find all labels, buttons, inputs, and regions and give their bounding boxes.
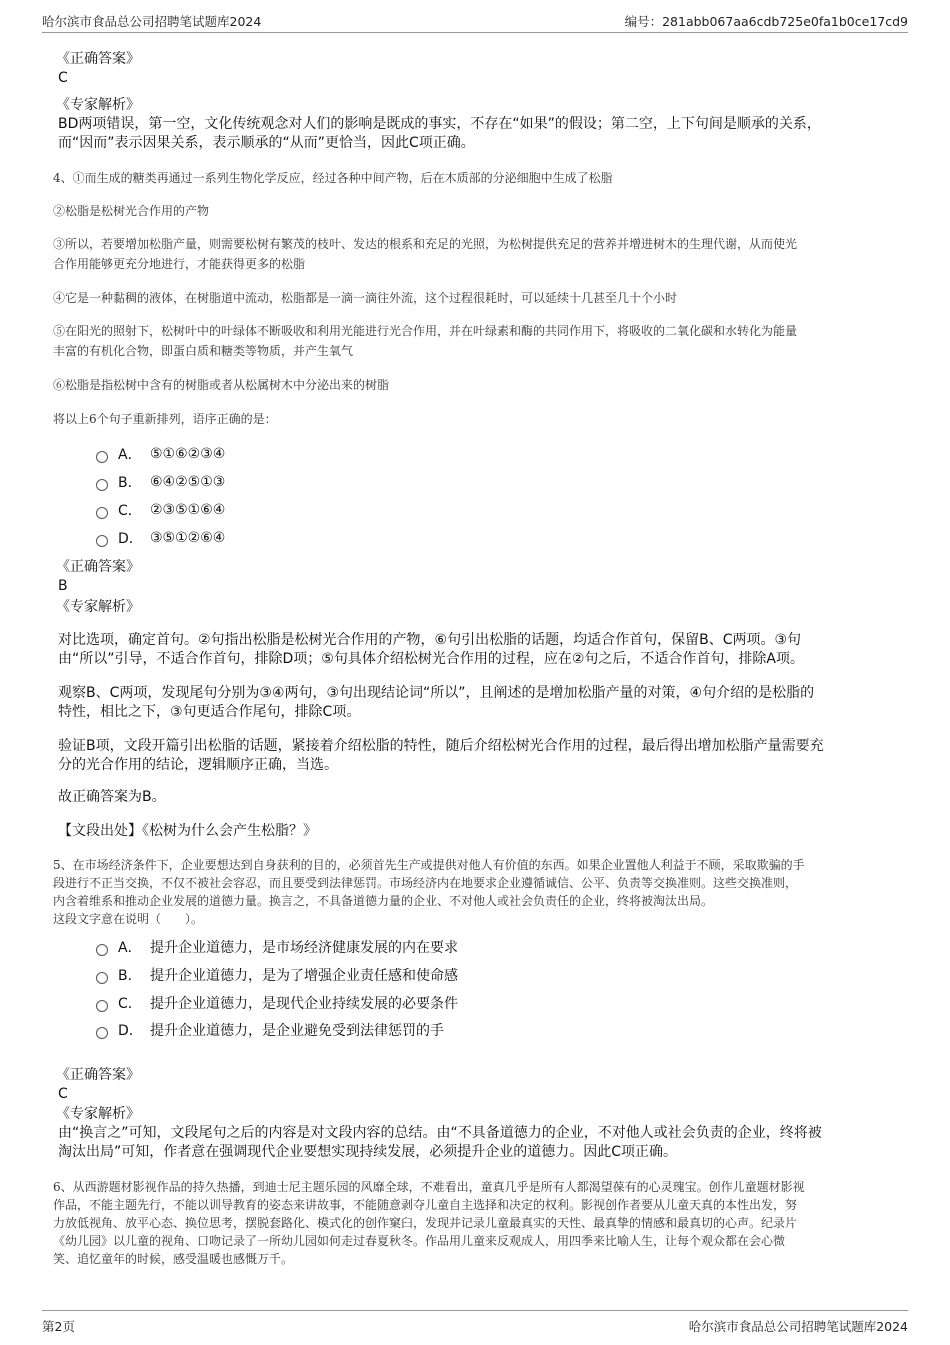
option-key: A． [118,940,142,956]
analysis-line: 淘汰出局”可知，作者意在强调现代企业要想实现持续发展，必须提升企业的道德力。因此C项正确。 [58,1144,678,1160]
q4-sentence-2: ②松脂是松树光合作用的产物 [53,204,210,218]
q4-sentence-5a: ⑤在阳光的照射下，松树叶中的叶绿体不断吸收和利用光能进行光合作用，并在叶绿素和酶的共同作用下，将吸收的二氧化碳和水转化为能量 [53,324,798,338]
q4-option-a[interactable] [96,444,225,464]
q5-stem-line: 内含着维系和推动企业发展的道德力量。换言之，不具备道德力量的企业、不对他人或社会负责任的企业，终将被淘汰出局。 [53,894,714,908]
q4-sentence-3 [53,234,898,274]
option-key: B． [118,475,142,491]
analysis-line: 对比选项，确定首句。②句指出松脂是松树光合作用的产物，⑥句引出松脂的话题，均适合作首句，保留B、C两项。③句 [58,632,802,648]
option-text: ⑤①⑥②③④ [150,446,226,462]
analysis-label: 《专家解析》 [56,599,140,615]
q5-stem [53,856,898,928]
q5-stem-line: 段进行不正当交换，不仅不被社会容忍，而且要受到法律惩罚。市场经济内在地要求企业遵循诚信、公平、负责等交换准则。这些交换准则， [53,876,798,890]
q4-analysis-paragraph-1 [58,631,898,669]
option-key: B． [118,968,142,984]
q4-analysis-paragraph-3 [58,737,898,775]
analysis-line: 而“因而”表示因果关系，表示顺承的“从而”更恰当，因此C项正确。 [58,135,475,151]
q5-option-c[interactable] [96,993,458,1013]
q6-stem-line: 笑、追忆童年的时候，感受温暖也感慨万千。 [53,1252,294,1266]
analysis-line: 由“换言之”可知，文段尾句之后的内容是对文段内容的总结。由“不具备道德力的企业，不对他人或社会负责的企业，终将被 [58,1125,822,1141]
answer-value: C [58,70,68,86]
option-text: ②③⑤①⑥④ [150,502,226,518]
q4-sentence-3a: ③所以，若要增加松脂产量，则需要松树有繁茂的枝叶、发达的根系和充足的光照，为松树提供充足的营养并增进树木的生理代谢，从而使光 [53,237,798,251]
option-text: ③⑤①②⑥④ [150,530,226,546]
header-code: 编号：281abb067aa6cdb725e0fa1b0ce17cd9 [624,14,908,29]
answer-label: 《正确答案》 [56,559,140,575]
q4-sentence-4: ④它是一种黏稠的液体，在树脂道中流动，松脂都是一滴一滴往外流，这个过程很耗时，可以延续十几甚至几十个小时 [53,291,678,305]
radio-icon[interactable] [96,479,108,491]
q5-stem-line: 5、在市场经济条件下，企业要想达到自身获利的目的，必须首先生产或提供对他人有价值的东西。如果企业置他人利益于不顾，采取欺骗的手 [53,858,805,872]
radio-icon[interactable] [96,1000,108,1012]
q6-stem-line: 《幼儿园》以儿童的视角、口吻记录了一所幼儿园如何走过春夏秋冬。作品用儿童来反观成人，用四季来比喻人生，让每个观众都在会心微 [53,1234,786,1248]
q5-option-a[interactable] [96,937,458,957]
analysis-line: BD两项错误，第一空，文化传统观念对人们的影响是既成的事实，不存在“如果”的假设；第二空，上下句间是顺承的关系， [58,116,821,132]
option-key: C． [118,996,142,1012]
option-key: C． [118,503,142,519]
analysis-label: 《专家解析》 [56,97,140,113]
q5-option-b[interactable] [96,965,458,985]
analysis-line: 特性，相比之下，③句更适合作尾句，排除C项。 [58,704,361,720]
q6-stem [53,1178,898,1268]
header-title: 哈尔滨市食品总公司招聘笔试题库2024 [42,14,262,29]
option-text: 提升企业道德力，是为了增强企业责任感和使命感 [150,968,458,984]
answer-label: 《正确答案》 [56,1067,140,1083]
q4-option-d[interactable] [96,528,225,548]
option-key: A． [118,447,142,463]
q4-analysis-paragraph-4: 故正确答案为B。 [58,789,166,805]
page-footer [42,1310,908,1334]
radio-icon[interactable] [96,535,108,547]
option-key: D． [118,1023,143,1039]
q5-answer-block [56,1066,896,1104]
radio-icon[interactable] [96,1027,108,1039]
q4-source: 【文段出处】《松树为什么会产生松脂？》 [58,823,317,839]
q5-stem-line: 这段文字意在说明（ ）。 [53,912,204,926]
q4-option-c[interactable] [96,500,225,520]
page-header [42,0,908,33]
q4-sentence-5b: 丰富的有机化合物，即蛋白质和糖类等物质，并产生氧气 [53,344,354,358]
q4-analysis-paragraph-2 [58,684,898,722]
analysis-line: 观察B、C两项，发现尾句分别为③④两句，③句出现结论词“所以”，且阐述的是增加松脂产量的对策，④句介绍的是松脂的 [58,685,815,701]
q6-stem-line: 作品，不能主题先行，不能以训导教育的姿态来讲故事，不能随意剥夺儿童自主选择和决定的权利。影视创作者要从儿童天真的本性出发，努 [53,1198,798,1212]
q4-sentence-1: 4、①而生成的糖类再通过一系列生物化学反应，经过各种中间产物，后在木质部的分泌细胞中生成了松脂 [53,171,613,185]
footer-page-number: 第2页 [42,1319,75,1334]
radio-icon[interactable] [96,972,108,984]
answer-label: 《正确答案》 [56,51,140,67]
q4-option-b[interactable] [96,472,225,492]
analysis-line: 验证B项，文段开篇引出松脂的话题，紧接着介绍松脂的特性，随后介绍松树光合作用的过程，最后得出增加松脂产量需要充 [58,738,824,754]
q6-stem-line: 力放低视角、放平心态、换位思考，摆脱套路化、模式化的创作窠臼，发现并记录儿童最真实的天性、最真挚的情感和最真切的心声。纪录片 [53,1216,798,1230]
answer-value: B [58,578,68,594]
q3-analysis-block [56,96,896,153]
footer-title: 哈尔滨市食品总公司招聘笔试题库2024 [688,1319,908,1334]
option-text: 提升企业道德力，是企业避免受到法律惩罚的手 [150,1023,444,1039]
q5-analysis-block [56,1105,896,1162]
analysis-label: 《专家解析》 [56,1106,140,1122]
q4-prompt: 将以上6个句子重新排列，语序正确的是： [53,412,277,426]
q4-answer-block [56,558,896,596]
q4-sentence-3b: 合作用能够更充分地进行，才能获得更多的松脂 [53,257,306,271]
analysis-line: 由“所以”引导，不适合作首句，排除D项；⑤句具体介绍松树光合作用的过程，应在②句之后，不适合作首句，排除A项。 [58,651,804,667]
option-text: ⑥④②⑤①③ [150,474,226,490]
option-key: D． [118,531,143,547]
radio-icon[interactable] [96,944,108,956]
q3-answer-block [56,50,896,88]
radio-icon[interactable] [96,507,108,519]
q4-sentence-6: ⑥松脂是指松树中含有的树脂或者从松属树木中分泌出来的树脂 [53,378,390,392]
radio-icon[interactable] [96,451,108,463]
q4-analysis-label-block [56,598,896,617]
q6-stem-line: 6、从西游题材影视作品的持久热播，到迪士尼主题乐园的风靡全球，不难看出，童真几乎是所有人都渴望葆有的心灵瑰宝。创作儿童题材影视 [53,1180,805,1194]
option-text: 提升企业道德力，是现代企业持续发展的必要条件 [150,996,458,1012]
q5-option-d[interactable] [96,1020,444,1040]
option-text: 提升企业道德力，是市场经济健康发展的内在要求 [150,940,458,956]
analysis-line: 分的光合作用的结论，逻辑顺序正确，当选。 [58,757,338,773]
q4-sentence-5 [53,321,898,361]
answer-value: C [58,1086,68,1102]
